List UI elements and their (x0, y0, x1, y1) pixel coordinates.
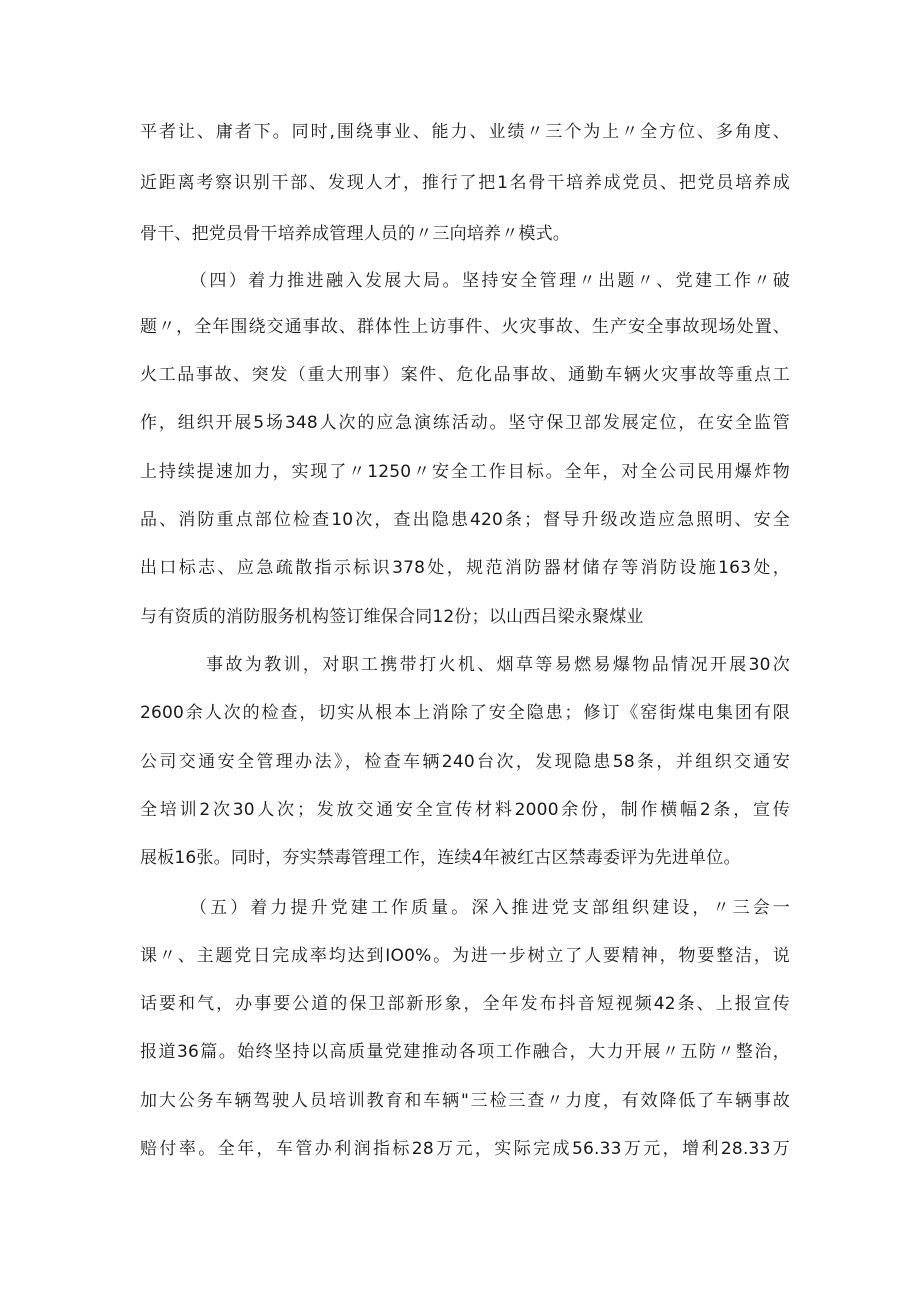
text-line: 题〃，全年围绕交通事故、群体性上访事件、火灾事故、生产安全事故现场处置、 (140, 317, 790, 337)
text-line: 平者让、庸者下。同时,围绕事业、能力、业绩〃三个为上〃全方位、多角度、 (140, 122, 790, 142)
text-line: 展板16张。同时，夯实禁毒管理工作，连续4年被红古区禁毒委评为先进单位。 (140, 848, 741, 868)
text-line: 话要和气，办事要公道的保卫部新形象，全年发布抖音短视频42条、上报宣传 (140, 994, 790, 1014)
text-line: 报道36篇。始终坚持以高质量党建推动各项工作融合，大力开展〃五防〃整治， (140, 1042, 790, 1062)
text-line: 赔付率。全年，车管办利润指标28万元，实际完成56.33万元，增利28.33万 (140, 1139, 790, 1159)
text-line: 出口标志、应急疏散指示标识378处，规范消防器材储存等消防设施163处， (140, 558, 790, 578)
text-line: 加大公务车辆驾驶人员培训教育和车辆"三检三查〃力度，有效降低了车辆事故 (140, 1091, 790, 1111)
text-line: 事故为教训，对职工携带打火机、烟草等易燃易爆物品情况开展30次 (206, 655, 790, 675)
text-line: 近距离考察识别干部、发现人才，推行了把1名骨干培养成党员、把党员培养成 (140, 173, 790, 193)
text-line: 课〃、主题党日完成率均达到IO0%。为进一步树立了人要精神，物要整洁，说 (140, 946, 790, 966)
section-heading-line: （五）着力提升党建工作质量。深入推进党支部组织建设，〃三会一 (190, 898, 790, 918)
section-heading-line: （四）着力推进融入发展大局。坚持安全管理〃出题〃、党建工作〃破 (190, 271, 790, 291)
text-line: 2600余人次的检查，切实从根本上消除了安全隐患；修订《窑街煤电集团有限 (140, 703, 790, 723)
text-line: 与有资质的消防服务机构签订维保合同12份；以山西吕梁永聚煤业 (140, 607, 644, 627)
text-line: 作，组织开展5场348人次的应急演练活动。坚守保卫部发展定位，在安全监管 (140, 413, 790, 433)
text-line: 公司交通安全管理办法》，检查车辆240台次，发现隐患58条，并组织交通安 (140, 752, 790, 772)
text-line: 全培训2次30人次；发放交通安全宣传材料2000余份，制作横幅2条，宣传 (140, 800, 790, 820)
text-line: 上持续提速加力，实现了〃1250〃安全工作目标。全年，对全公司民用爆炸物 (140, 462, 790, 482)
text-line: 火工品事故、突发（重大刑事）案件、危化品事故、通勤车辆火灾事故等重点工 (140, 365, 790, 385)
text-line: 骨干、把党员骨干培养成管理人员的〃三向培养〃模式。 (140, 224, 570, 244)
text-line: 品、消防重点部位检查10次，查出隐患420条；督导升级改造应急照明、安全 (140, 510, 790, 530)
